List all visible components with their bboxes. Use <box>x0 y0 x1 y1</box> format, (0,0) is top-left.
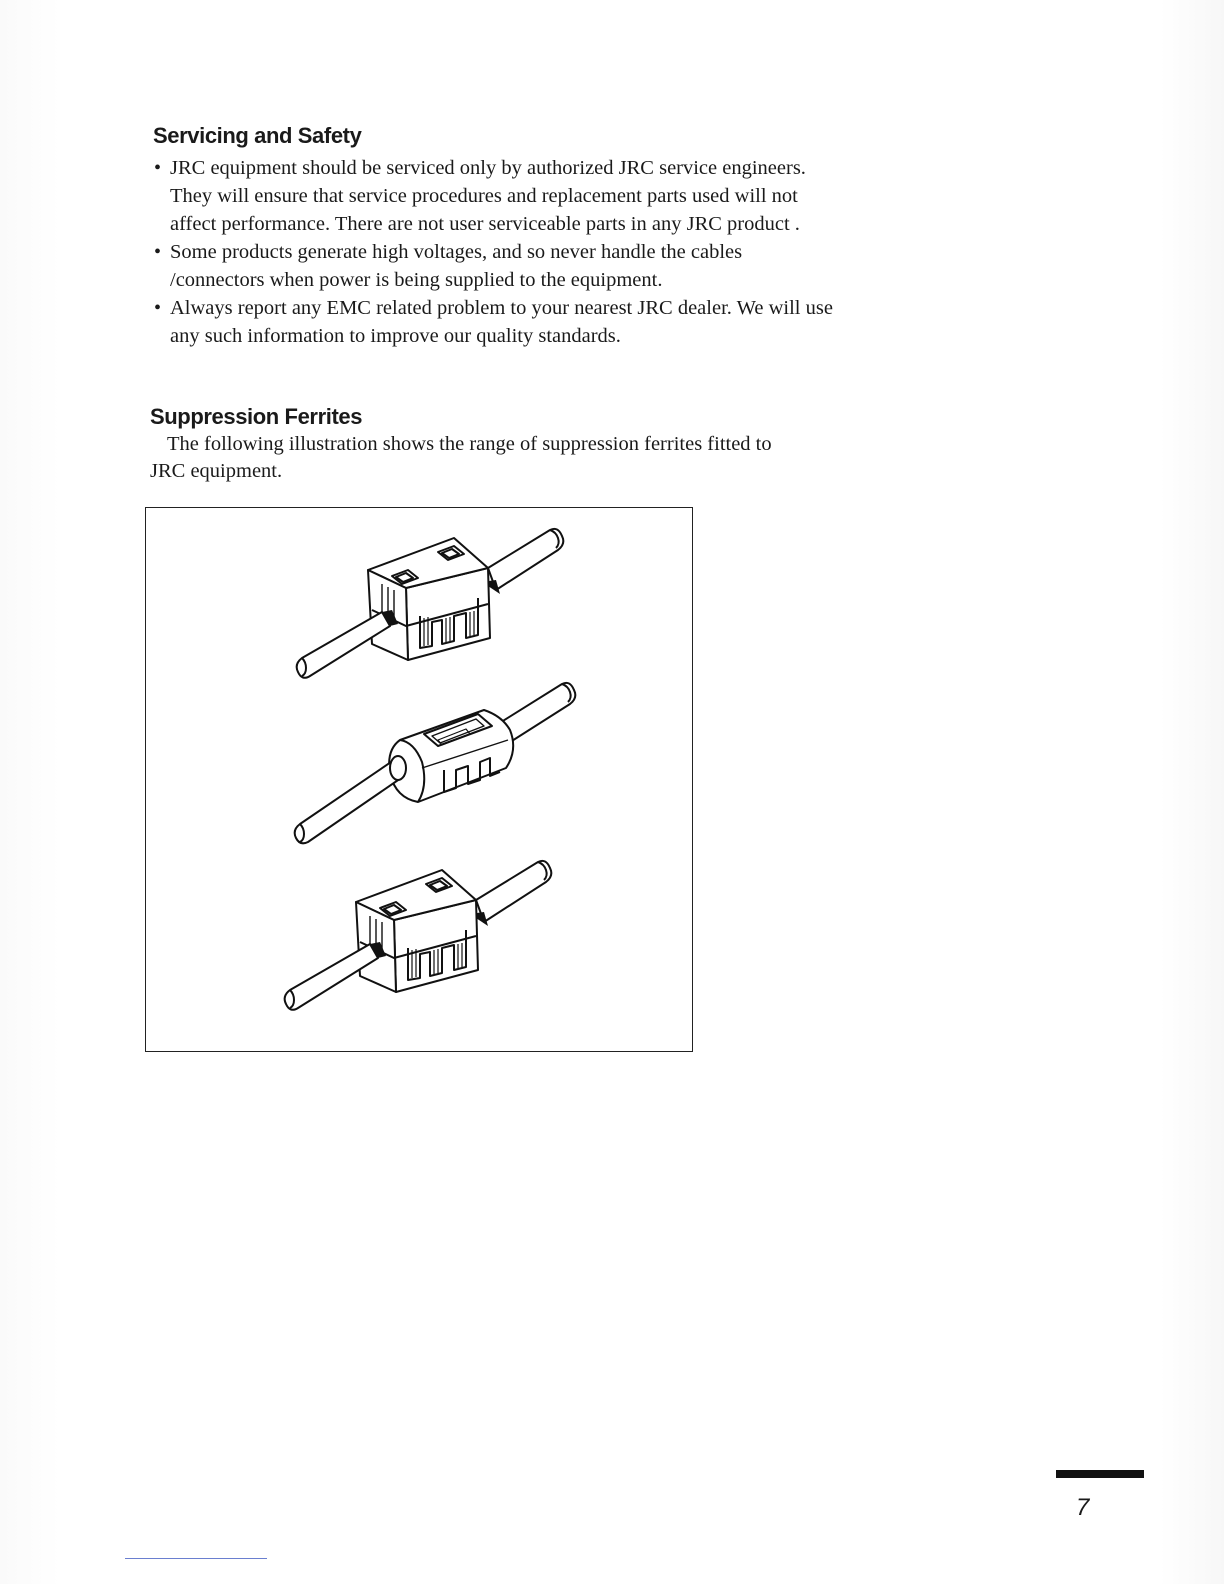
page-number-rule <box>1056 1470 1144 1478</box>
ferrite-square-bottom <box>285 861 552 1010</box>
page-number: 7 <box>1076 1494 1090 1521</box>
ferrite-square-top <box>297 529 564 678</box>
servicing-heading: Servicing and Safety <box>153 123 362 148</box>
bullet-high-voltages: • Some products generate high voltages, and so never handle the cables /connectors when power is being supplied to the equipment. <box>154 238 834 294</box>
bullet-service-engineers: • JRC equipment should be serviced only by authorized JRC service engineers. They will ensure that service procedures and replacement parts used will not affect performance. There are not user serviceable parts in any JRC product . <box>154 154 834 238</box>
suppression-intro: The following illustration shows the range of suppression ferrites fitted to JRC equipment. <box>150 433 772 482</box>
ferrite-round-middle <box>295 683 576 843</box>
scan-artifact-line <box>125 1558 267 1559</box>
ferrite-illustration <box>145 507 693 1052</box>
bullet-report-emc: • Always report any EMC related problem to your nearest JRC dealer. We will use any such information to improve our quality standards. <box>154 294 834 350</box>
suppression-heading: Suppression Ferrites <box>150 404 363 429</box>
servicing-bullet-list <box>154 154 834 350</box>
